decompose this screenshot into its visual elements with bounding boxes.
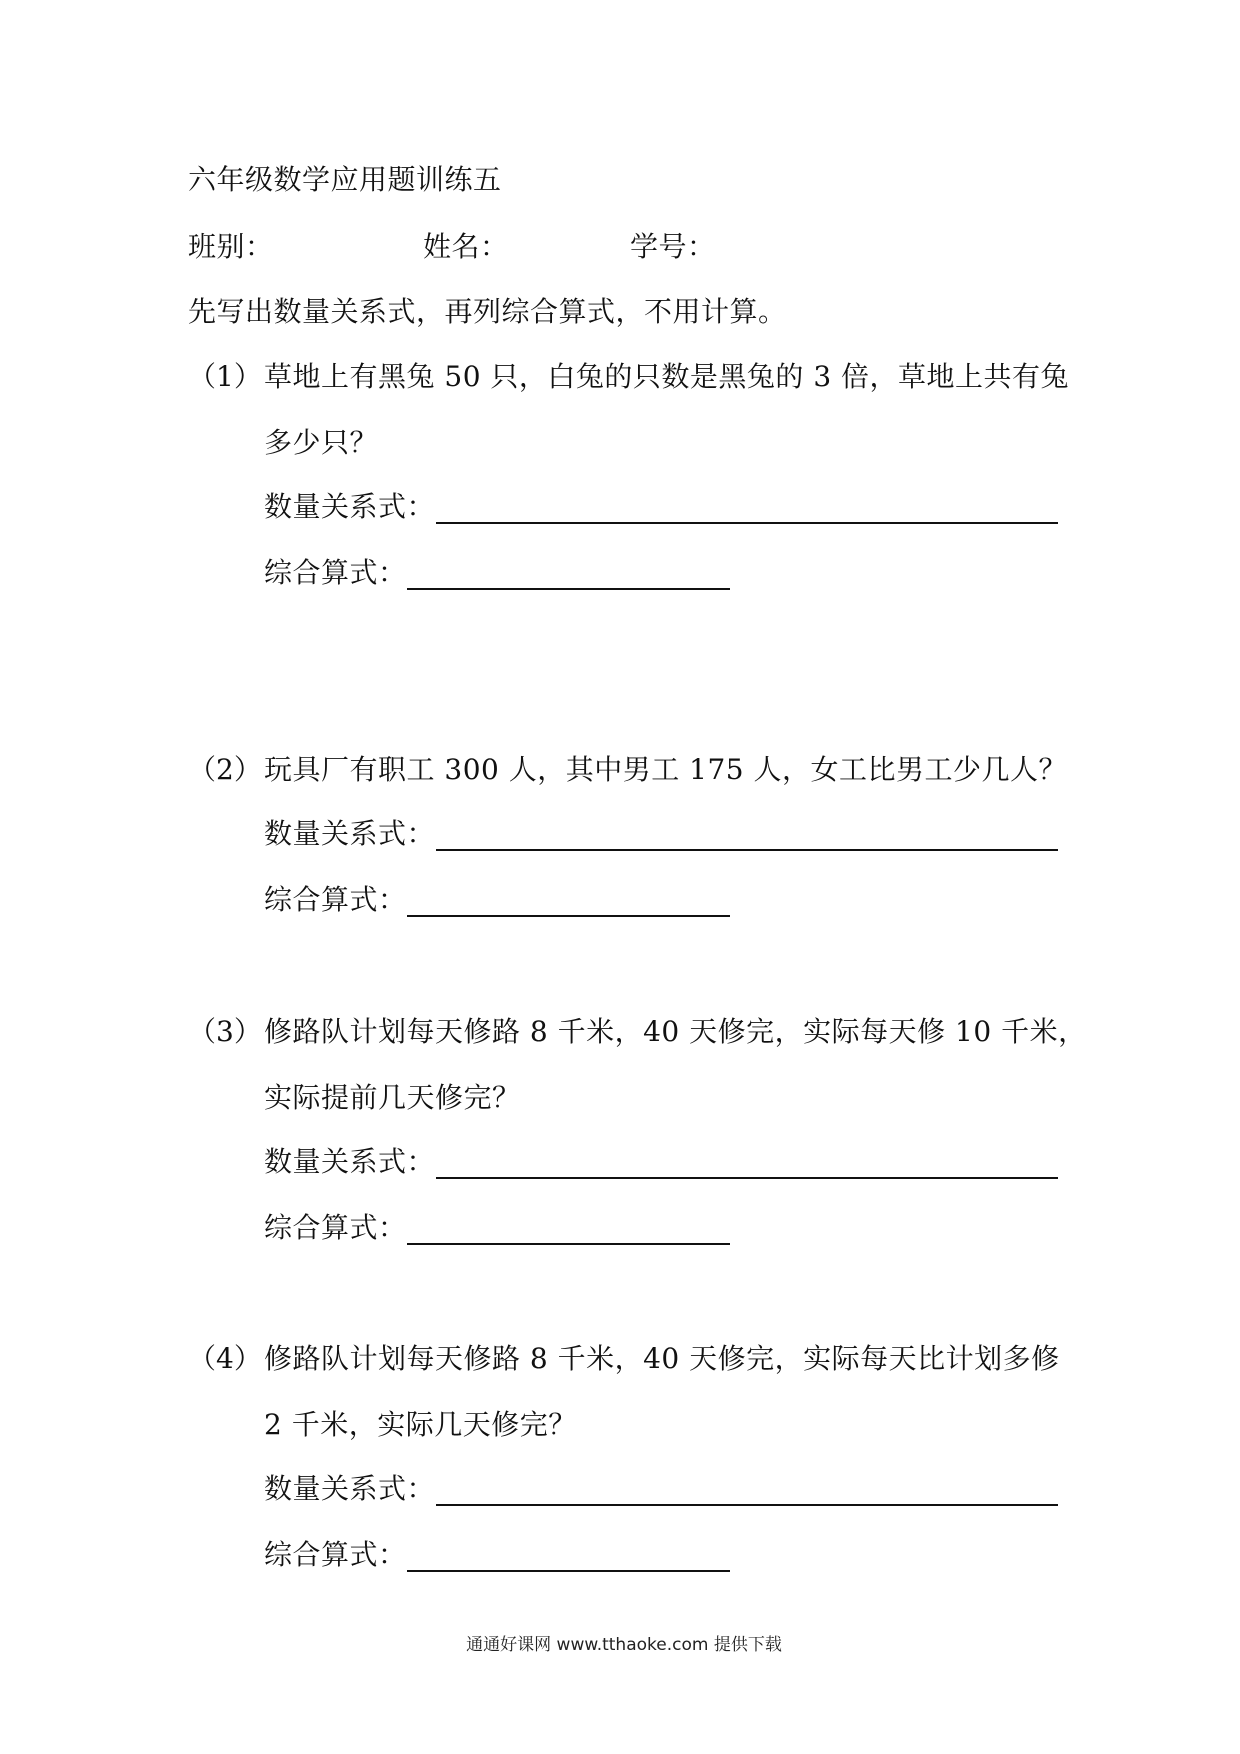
name-label: 姓名： — [423, 230, 509, 263]
formula-answer-blank[interactable] — [407, 915, 730, 917]
relation-label: 数量关系式： — [264, 490, 436, 523]
formula-label: 综合算式： — [264, 556, 407, 589]
question-number: （1） — [188, 360, 262, 393]
question-text-line-2: 多少只？ — [264, 426, 379, 459]
relation-answer-blank[interactable] — [436, 522, 1058, 524]
relation-label: 数量关系式： — [264, 817, 436, 850]
relation-answer-blank[interactable] — [436, 1177, 1058, 1179]
question-number: （4） — [188, 1342, 262, 1375]
instruction-text: 先写出数量关系式，再列综合算式，不用计算。 — [188, 295, 787, 328]
formula-label: 综合算式： — [264, 1538, 407, 1571]
formula-label: 综合算式： — [264, 1211, 407, 1244]
question-number: （3） — [188, 1015, 262, 1048]
relation-answer-blank[interactable] — [436, 1504, 1058, 1506]
question-text-line-1: 玩具厂有职工 300 人，其中男工 175 人，女工比男工少几人？ — [264, 753, 1067, 786]
class-label: 班别： — [188, 230, 274, 263]
footer-source-text: 通通好课网 www.tthaoke.com 提供下载 — [466, 1635, 782, 1655]
question-text-line-1: 修路队计划每天修路 8 千米，40 天修完，实际每天比计划多修 — [264, 1342, 1060, 1375]
question-number: （2） — [188, 753, 262, 786]
question-text-line-2: 2 千米，实际几天修完？ — [264, 1408, 577, 1441]
relation-answer-blank[interactable] — [436, 849, 1058, 851]
formula-answer-blank[interactable] — [407, 1570, 730, 1572]
formula-answer-blank[interactable] — [407, 588, 730, 590]
question-text-line-2: 实际提前几天修完？ — [264, 1081, 521, 1114]
question-text-line-1: 修路队计划每天修路 8 千米，40 天修完，实际每天修 10 千米， — [264, 1015, 1087, 1048]
formula-label: 综合算式： — [264, 883, 407, 916]
question-text-line-1: 草地上有黑兔 50 只，白兔的只数是黑兔的 3 倍，草地上共有兔 — [264, 360, 1070, 393]
relation-label: 数量关系式： — [264, 1472, 436, 1505]
formula-answer-blank[interactable] — [407, 1243, 730, 1245]
worksheet-title: 六年级数学应用题训练五 — [188, 163, 502, 196]
student-info-row — [188, 229, 1088, 265]
student-id-label: 学号： — [630, 230, 716, 263]
relation-label: 数量关系式： — [264, 1145, 436, 1178]
